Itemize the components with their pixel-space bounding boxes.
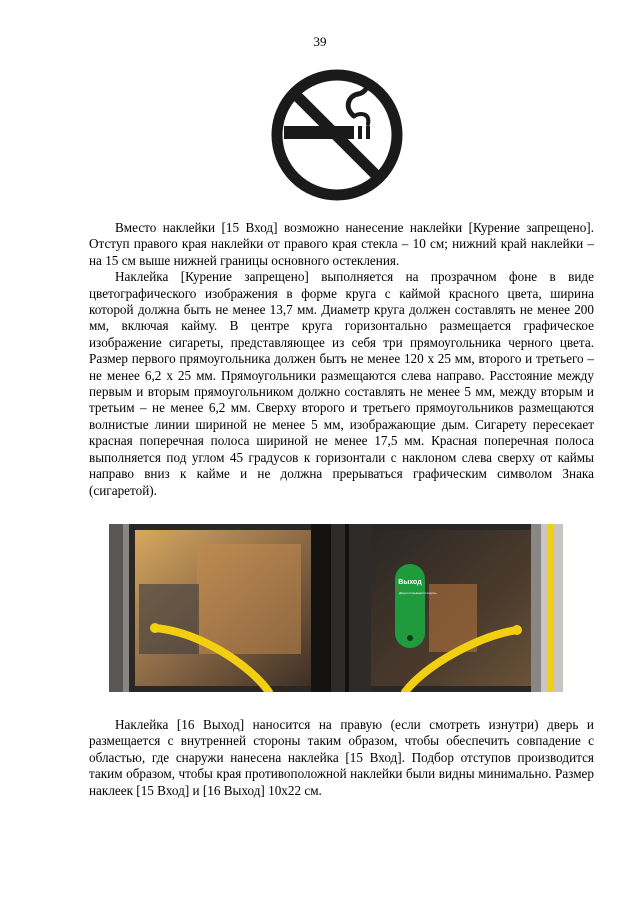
no-smoking-sign	[270, 68, 404, 202]
paragraphs-bottom	[89, 717, 594, 799]
paragraphs-top	[89, 220, 594, 499]
bus-door-illustration	[109, 524, 563, 692]
no-smoking-icon	[270, 68, 404, 202]
exit-sticker-label: Выход	[398, 579, 422, 586]
paragraph-no-smoking-description: Наклейка [Курение запрещено] выполняется на прозрачном фоне в виде цветографического изображения в форме круга с каймой красного цвета, ширина которой должна быть не менее 13,7 мм. Диаметр круга должен составлять не менее 200 мм, включая кайму. В центре круга горизонтально размещается графическое изображение сигареты, представляющее из себя три прямоугольника черного цвета. Размер первого прямоугольника должен быть не менее 120 х 25 мм, второго и третьего – не менее 6,2 х 25 мм. Прямоугольники размещаются слева направо. Расстояние между первым и вторым прямоугольником должно составлять не менее 5 мм, между вторым и третьим – не менее 6,2 мм. Сверху второго и третьего прямоугольников размещаются волнистые линии шириной не менее 5 мм, изображающие дым. Сигарету пересекает красная поперечная полоса шириной не менее 17,5 мм. Красная поперечная полоса выполняется под углом 45 градусов к горизонтали с наклоном слева сверху от каймы направо вниз к кайме и не должна прерываться графическим символом Знака (сигаретой).	[89, 269, 594, 498]
bus-door-photo	[109, 524, 563, 692]
exit-sticker-small-text: Двери открываются внутрь	[399, 591, 437, 595]
paragraph-no-smoking-placement: Вместо наклейки [15 Вход] возможно нанесение наклейки [Курение запрещено]. Отступ правого края наклейки от правого края стекла – 10 см; нижний край наклейки – на 15 см выше нижней границы основного остекления.	[89, 220, 594, 268]
page-number: 39	[313, 34, 327, 49]
paragraph-exit-sticker: Наклейка [16 Выход] наносится на правую (если смотреть изнутри) дверь и размещается с внутренней стороны таким образом, чтобы обеспечить совпадение с областью, где снаружи нанесена наклейка [15 Вход]. Подбор отступов производится таким образом, чтобы края противоположной наклейки были видны минимально. Размер наклеек [15 Вход] и [16 Выход] 10x22 см.	[89, 717, 594, 798]
